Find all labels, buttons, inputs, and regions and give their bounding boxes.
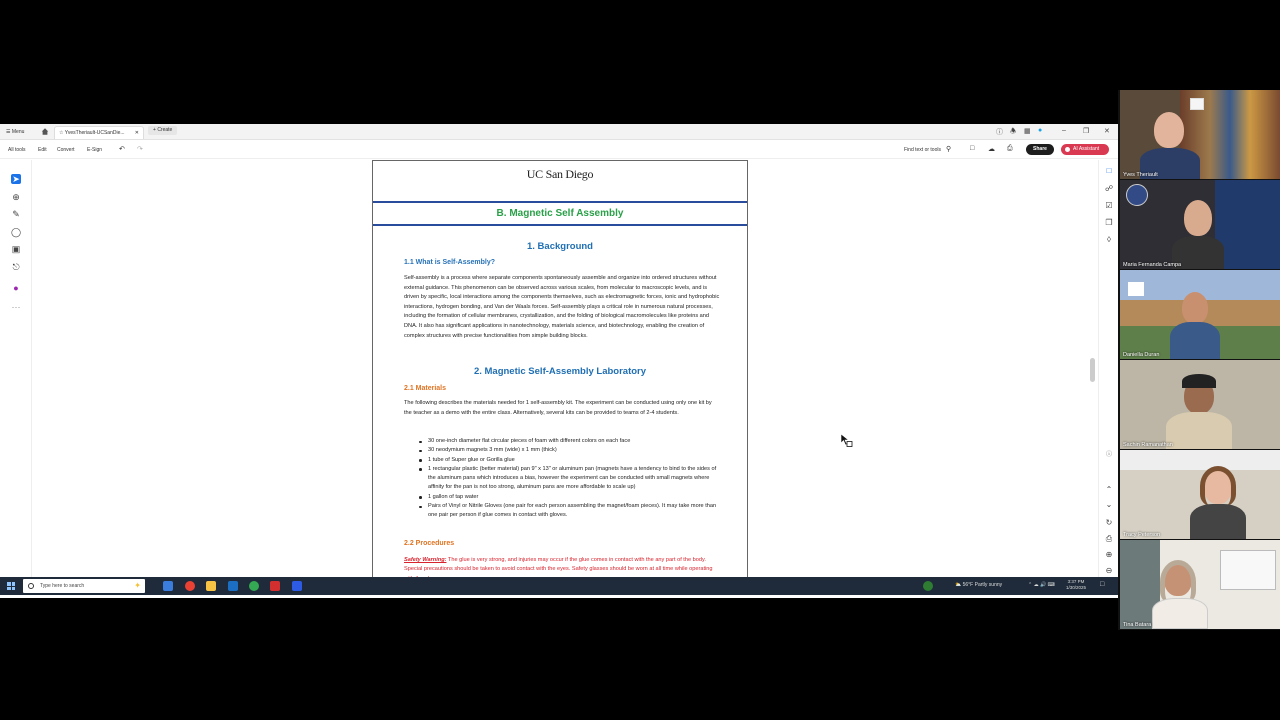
close-window-icon[interactable]: ✕ — [1104, 128, 1110, 135]
find-text-field[interactable]: Find text or tools — [904, 147, 941, 153]
clock-time: 3:37 PM — [1067, 579, 1085, 584]
page-nav-icon[interactable]: ⓘ — [1105, 452, 1112, 458]
windows-taskbar — [0, 577, 1118, 595]
participant-name: Daniella Duran — [1123, 352, 1160, 358]
sparkle-icon: ✦ — [134, 581, 141, 590]
page-down-icon[interactable]: ⌄ — [1105, 500, 1113, 509]
frame-decoration — [1190, 98, 1204, 110]
esign-menu[interactable]: E-Sign — [87, 147, 103, 153]
participant-name: Maria Fernanda Campa — [1123, 262, 1182, 268]
participant-name: Tina Batara — [1123, 622, 1152, 628]
safety-warning-label: Safety Warning: — [404, 557, 447, 563]
convert-menu[interactable]: Convert — [57, 147, 75, 153]
stanford-logo — [1128, 282, 1144, 296]
main-toolbar — [0, 141, 1118, 159]
comment-icon[interactable]: □ — [970, 145, 975, 152]
participant-strip — [1118, 90, 1280, 630]
layers-icon[interactable]: ◊ — [1107, 235, 1111, 244]
notifications-icon[interactable]: □ — [1100, 581, 1105, 588]
participant-body — [1166, 412, 1232, 449]
zoom-out-icon[interactable]: ⊖ — [1105, 566, 1113, 575]
list-item: 30 neodymium magnets 3 mm (wide) x 1 mm (thick) — [428, 446, 720, 455]
ceiling-background — [1120, 450, 1280, 470]
participant-tile[interactable] — [1120, 270, 1280, 359]
participant-face — [1154, 112, 1184, 148]
undo-icon[interactable]: ↶ — [119, 146, 125, 153]
redo-icon[interactable]: ↷ — [137, 146, 143, 153]
whiteboard-background — [1220, 550, 1276, 590]
zoom-in-icon[interactable]: ⊕ — [1105, 550, 1113, 559]
materials-list — [428, 437, 720, 521]
profile-icon[interactable]: ● — [1038, 127, 1043, 134]
share-button[interactable]: Share — [1026, 144, 1054, 155]
participant-name: Yves Theriault — [1123, 172, 1158, 178]
section-title: B. Magnetic Self Assembly — [373, 201, 747, 226]
ucsd-logo: UC San Diego — [526, 167, 594, 181]
text-select-icon[interactable]: ▣ — [11, 244, 21, 254]
help-icon[interactable]: ⓘ — [996, 129, 1003, 136]
rotate-icon[interactable]: ↻ — [1105, 518, 1113, 527]
apps-grid-icon[interactable]: ▦ — [1024, 128, 1031, 135]
lasso-icon[interactable]: ◯ — [11, 227, 22, 237]
clock-date: 1/30/2025 — [1066, 585, 1087, 590]
heading-lab: 2. Magnetic Self-Assembly Laboratory — [473, 366, 647, 377]
hamburger-icon: ☰ — [6, 129, 11, 135]
participant-hair — [1182, 374, 1216, 388]
select-cursor-icon[interactable]: ➤ — [12, 174, 20, 184]
participant-name: Tracy Peterson — [1123, 532, 1161, 538]
participant-tile[interactable] — [1120, 180, 1280, 269]
participant-face — [1182, 292, 1208, 324]
weather-text: 56°F Partly sunny — [962, 582, 1003, 588]
comments-panel-icon[interactable]: □ — [1106, 166, 1112, 175]
taskbar-search-input[interactable] — [23, 579, 145, 593]
participant-body — [1152, 598, 1208, 629]
participant-hair — [1200, 466, 1236, 506]
star-icon[interactable]: ☆ — [59, 130, 64, 136]
all-tools-menu[interactable]: All tools — [8, 147, 26, 153]
ai-assistant-button[interactable]: AI Assistant — [1061, 144, 1109, 155]
restore-icon[interactable]: ❐ — [1083, 128, 1090, 135]
heading-background: 1. Background — [527, 241, 593, 252]
create-button[interactable] — [148, 126, 177, 135]
pen-icon[interactable]: ✎ — [12, 209, 20, 219]
participant-tile[interactable] — [1120, 90, 1280, 179]
plus-icon: + — [153, 127, 156, 133]
create-label: Create — [157, 127, 173, 133]
list-item: 1 gallon of tap water — [428, 493, 720, 502]
search-icon[interactable]: ⚲ — [946, 146, 952, 153]
link-icon[interactable]: ☍ — [1104, 184, 1114, 193]
safety-warning-text: The glue is very strong, and injuries may occur if the glue comes in contact with the any part of the body. Special precautions should be taken to avoid contact with the eyes. Safety glasses should be worn at all time while operating — [404, 557, 713, 573]
taskbar-outlook-icon[interactable] — [228, 581, 238, 591]
participant-body — [1190, 504, 1246, 539]
participant-tile[interactable] — [1120, 360, 1280, 449]
close-tab-icon[interactable]: ✕ — [134, 130, 139, 136]
bookmark-icon[interactable]: ☑ — [1105, 201, 1113, 210]
list-item: 1 rectangular plastic (better material) pan 9" x 13" or aluminum pan (magnets have a tendency to bind to the sides of the aluminum pans which introduces a bias, however the experiment can be conducted with small magnets where affinity for the pan is not too strong, aluminum pans are more affordable to scale up) — [428, 465, 720, 493]
taskbar-app-icon[interactable] — [923, 581, 933, 591]
more-tools-icon[interactable]: ⋯ — [11, 302, 21, 312]
participant-name: Sachin Ramanathan — [1123, 442, 1173, 448]
stamp-icon[interactable]: ⎋ — [12, 262, 20, 272]
title-bar — [0, 124, 1118, 140]
system-tray-icons[interactable]: ⌃ ☁ 🔊 ⌨ — [1028, 582, 1055, 588]
pages-icon[interactable]: ❐ — [1105, 218, 1113, 227]
cloud-upload-icon[interactable]: ☁ — [988, 146, 995, 153]
left-tool-rail — [0, 160, 32, 578]
list-item: 30 one-inch diameter flat circular pieces of foam with different colors on each face — [428, 437, 720, 446]
save-icon[interactable]: ⎙ — [1105, 534, 1113, 543]
bell-icon[interactable]: 🕭 — [1010, 128, 1017, 135]
taskbar-zoom-icon[interactable] — [292, 581, 302, 591]
search-placeholder: Type here to search — [40, 583, 85, 589]
list-item: Pairs of Vinyl or Nitrile Gloves (one pair for each person assembling the magnet/foam pieces). It may take more than one pair per person if glue comes in contact with gloves. — [428, 502, 720, 521]
document-tab[interactable] — [54, 126, 144, 139]
home-icon[interactable] — [41, 127, 49, 136]
background-paragraph: Self-assembly is a process where separate components spontaneously assemble and organize into ordered structures without external guidance. This phenomenon can be observed across various scales, from molecular to macroscopic levels, and is driven by specific, local interactions among the components themselves, such as electromagnetic forces, ionic and hydrophobic interactions, hydrogen bonding, and Van der Waals forces. Self-assembly plays a critical role in numerous natural processes, including the formation of cellular membranes, crystallization, and the folding of biological macromolecules like proteins and DNA. It also has significant applications in nanotechnology, materials science, and biotechnology, enabling the creation of complex structures with precise functionalities from simple building blocks. — [404, 275, 720, 339]
heading-what-is-self-assembly: 1.1 What is Self-Assembly? — [404, 259, 496, 266]
taskbar-clock[interactable] — [1066, 579, 1086, 591]
taskbar-explorer-icon[interactable] — [206, 581, 216, 591]
participant-body — [1170, 322, 1220, 359]
pdf-page — [372, 160, 748, 580]
print-icon[interactable]: ⎙ — [1007, 145, 1013, 152]
taskbar-chrome2-icon[interactable] — [249, 581, 259, 591]
menu-label: Menu — [11, 129, 25, 135]
right-tool-rail — [1098, 160, 1118, 578]
seal-background — [1215, 180, 1280, 269]
weather-widget[interactable] — [955, 582, 1002, 588]
list-item: 1 tube of Super glue or Gorilla glue — [428, 456, 720, 465]
vertical-scrollbar[interactable] — [1090, 358, 1095, 382]
taskbar-edge-icon[interactable] — [163, 581, 173, 591]
participant-tile[interactable] — [1120, 450, 1280, 539]
taskbar-acrobat-icon[interactable] — [270, 581, 280, 591]
heading-procedures: 2.2 Procedures — [404, 540, 455, 547]
search-icon — [28, 583, 34, 589]
menu-button[interactable] — [6, 128, 24, 137]
document-tab-title: YvesTheriault-UCSanDie... — [64, 130, 125, 136]
taskbar-chrome-icon[interactable] — [185, 581, 195, 591]
participant-face — [1184, 200, 1212, 236]
participant-tile[interactable] — [1120, 540, 1280, 629]
materials-intro: The following describes the materials needed for 1 self-assembly kit. The experiment can be conducted using only one kit by the teacher as a demo with the entire class. Alternatively, several kits can be provided to teams of 2-4 students. — [404, 400, 712, 416]
zoom-icon[interactable]: ⊕ — [12, 192, 20, 202]
edit-menu[interactable]: Edit — [38, 147, 47, 153]
windows-start-icon[interactable] — [7, 582, 15, 590]
cloud-sun-icon: ⛅ — [955, 582, 962, 588]
seal-logo — [1126, 184, 1148, 206]
heading-materials: 2.1 Materials — [404, 385, 447, 392]
color-dot-icon[interactable]: ● — [13, 283, 19, 293]
mouse-cursor-icon — [841, 434, 853, 448]
minimize-icon[interactable]: – — [1062, 127, 1066, 134]
page-up-icon[interactable]: ⌃ — [1105, 485, 1113, 494]
